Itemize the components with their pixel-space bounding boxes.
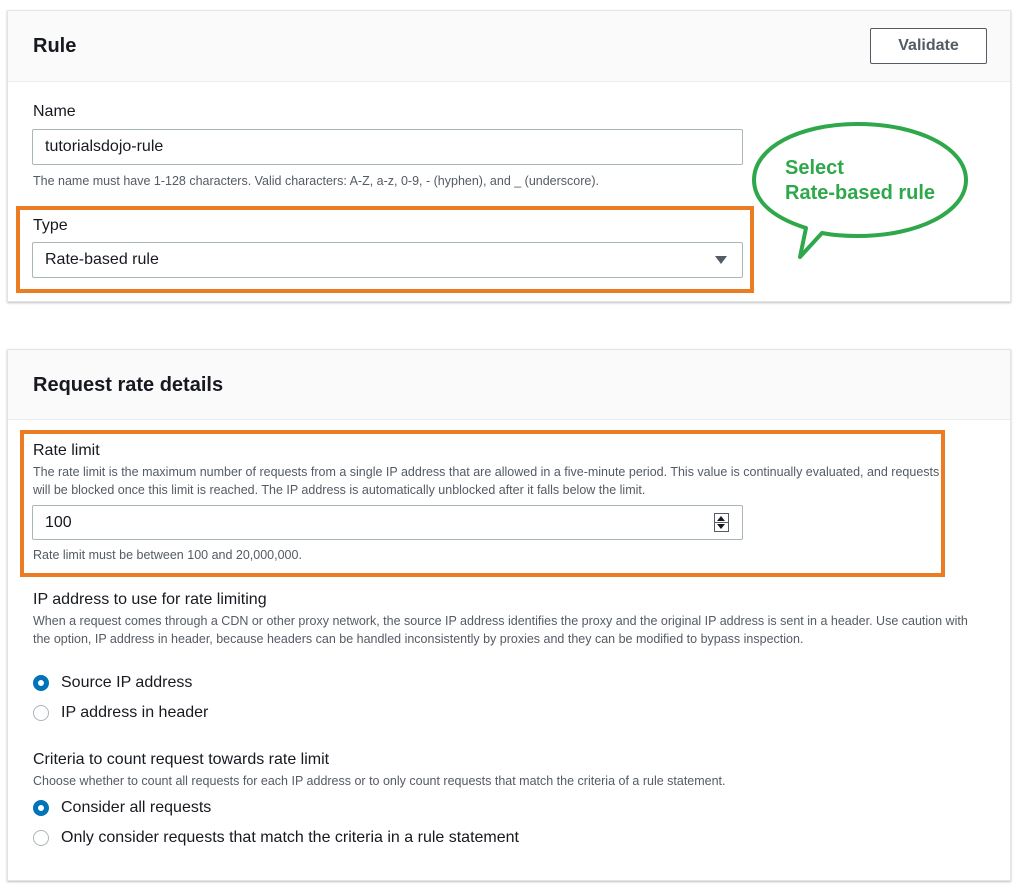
name-input-value: tutorialsdojo-rule: [45, 138, 164, 155]
type-select-value: Rate-based rule: [45, 251, 159, 268]
criteria-option-match-label[interactable]: Only consider requests that match the criteria in a rule statement: [61, 829, 519, 846]
callout-bubble: [748, 120, 978, 265]
rule-panel-title: Rule: [33, 35, 77, 57]
type-highlight: [16, 206, 754, 293]
ip-option-header-label[interactable]: IP address in header: [61, 704, 209, 721]
ip-address-description: When a request comes through a CDN or other proxy network, the source IP address identifies the proxy and the original IP address is sent in a header. Use caution with the option, IP address in header, because headers can be handled inconsistently by proxies and they can be modified to bypass inspection.: [33, 614, 968, 646]
request-rate-panel-header: [8, 350, 1010, 420]
criteria-description: Choose whether to count all requests for each IP address or to only count requests that match the criteria of a rule statement.: [33, 774, 726, 788]
callout-line-2: Rate-based rule: [785, 182, 936, 204]
criteria-option-all-label[interactable]: Consider all requests: [61, 799, 212, 816]
validate-button[interactable]: Validate: [870, 28, 987, 64]
request-rate-panel: [7, 349, 1011, 881]
rate-limit-input-value: 100: [45, 513, 72, 531]
name-input[interactable]: [32, 129, 743, 165]
name-hint: The name must have 1-128 characters. Valid characters: A-Z, a-z, 0-9, - (hyphen), and _ (underscore).: [33, 174, 599, 188]
callout-line-1: Select: [785, 157, 844, 179]
criteria-label: Criteria to count request towards rate limit: [33, 751, 330, 768]
type-label: Type: [33, 217, 68, 234]
rate-limit-label: Rate limit: [33, 442, 100, 459]
ip-option-source-label[interactable]: Source IP address: [61, 674, 193, 691]
rate-limit-highlight: [20, 430, 945, 577]
rate-limit-description: The rate limit is the maximum number of requests from a single IP address that are allowed in a five-minute period. This value is continually evaluated, and requests will be blocked once this limit is reached. The IP address is automatically unblocked after it falls below the limit.: [33, 465, 940, 497]
criteria-option-all-radio[interactable]: [33, 800, 49, 816]
ip-address-label: IP address to use for rate limiting: [33, 591, 267, 608]
rule-panel-header: [8, 11, 1010, 82]
ip-option-header-radio[interactable]: [33, 705, 49, 721]
criteria-option-match-radio[interactable]: [33, 830, 49, 846]
name-label: Name: [33, 103, 76, 120]
request-rate-panel-title: Request rate details: [33, 374, 224, 396]
rate-limit-hint: Rate limit must be between 100 and 20,000,000.: [33, 548, 302, 562]
ip-option-source-radio[interactable]: [33, 675, 49, 691]
